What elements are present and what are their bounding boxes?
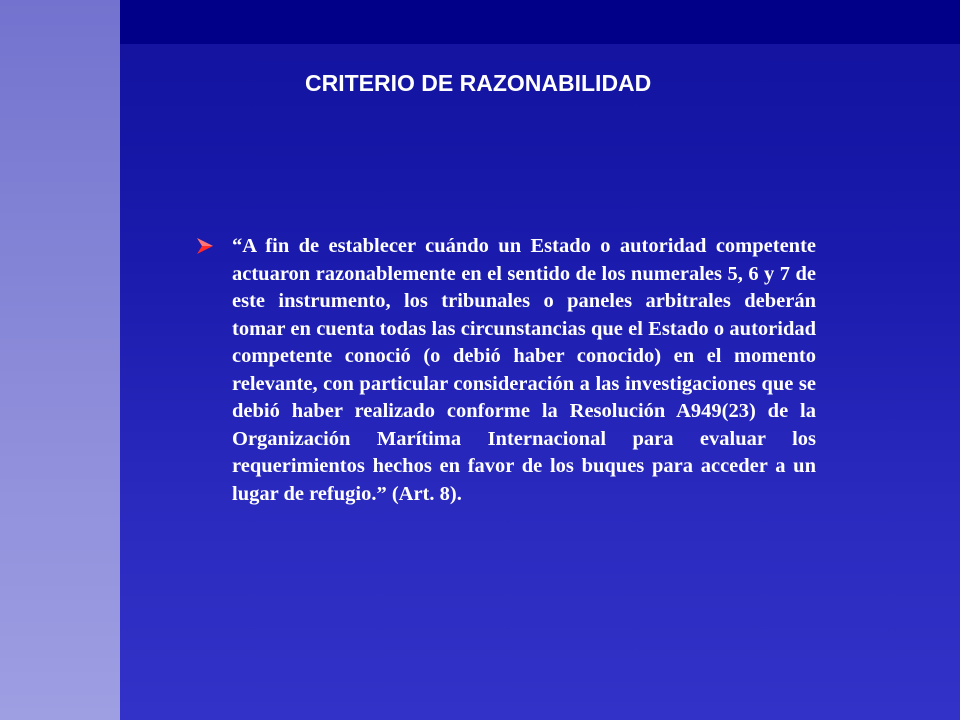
arrow-bullet-icon <box>196 237 214 255</box>
bullet-item <box>196 233 816 508</box>
bullet-text: “A fin de establecer cuándo un Estado o autoridad competente actuaron razonablemente en el sentido de los numerales 5, 6 y 7 de este instrumento, los tribunales o paneles arbitrales deberán tomar en cuenta todas las circunstancias que el Estado o autoridad competente conoció (o debió haber conocido) en el momento relevante, con particular consideración a las investigaciones que se debió haber realizado conforme la Resolución A949(23) de la Organización Marítima Internacional para evaluar los requerimientos hechos en favor de los buques para acceder a un lugar de refugio.” (Art. 8). <box>232 235 816 505</box>
slide-title: CRITERIO DE RAZONABILIDAD <box>305 70 652 96</box>
top-decorative-band <box>120 0 960 44</box>
left-decorative-band <box>0 0 120 720</box>
